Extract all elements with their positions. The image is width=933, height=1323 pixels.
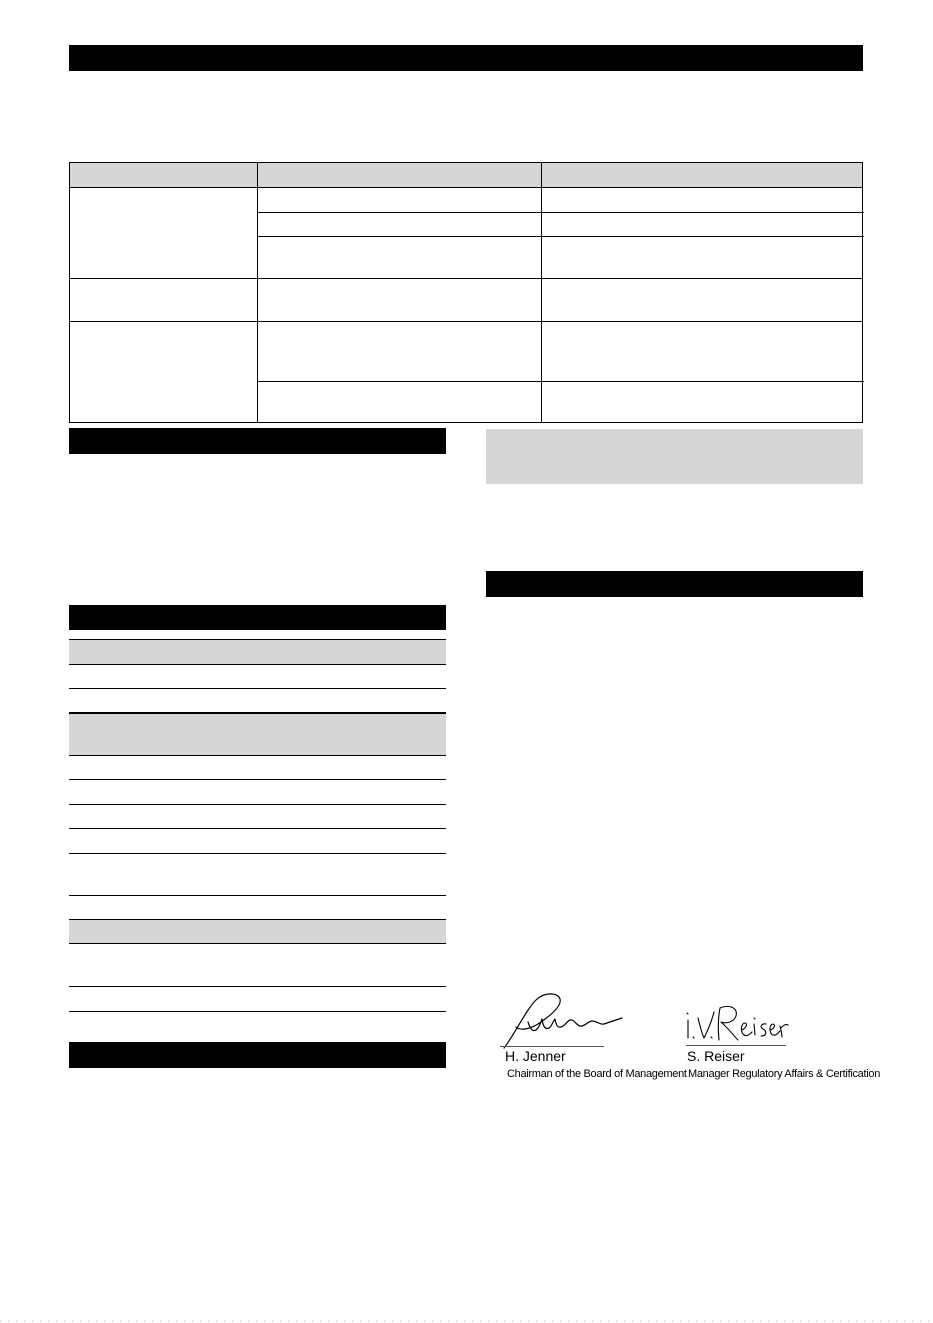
table-row-line: [257, 212, 864, 213]
table-row-line: [257, 381, 864, 382]
scan-edge-dots: [0, 1318, 933, 1323]
spec-row: [69, 665, 446, 689]
table-group-line: [70, 321, 862, 322]
table-group-line: [70, 278, 862, 279]
spec-row: [69, 896, 446, 920]
spec-row: [69, 805, 446, 829]
signatory-name-jenner: H. Jenner: [505, 1048, 566, 1064]
section-header-bar-left-3: [69, 1042, 446, 1068]
note-box: [486, 429, 863, 484]
signature-reiser: [684, 1000, 789, 1046]
table-row-line: [257, 236, 864, 237]
spec-row: [69, 756, 446, 780]
section-header-bar-right: [486, 571, 863, 597]
signatory-name-reiser: S. Reiser: [687, 1048, 745, 1064]
signature-line-reiser: [686, 1045, 786, 1046]
table-header-row: [70, 163, 862, 187]
spec-group-header: [69, 640, 446, 665]
signatory-title-jenner: Chairman of the Board of Management: [507, 1068, 687, 1080]
spec-row: [69, 944, 446, 987]
spec-row: [69, 987, 446, 1012]
signature-jenner: [500, 990, 625, 1052]
signatory-title-reiser: Manager Regulatory Affairs & Certification: [688, 1068, 881, 1080]
signature-line-jenner: [500, 1046, 604, 1047]
spec-row: [69, 689, 446, 713]
column-divider-1: [257, 163, 258, 422]
spec-group-header: [69, 713, 446, 756]
spec-row: [69, 829, 446, 854]
troubleshooting-table: [69, 162, 863, 423]
spec-group-header: [69, 920, 446, 944]
spec-row: [69, 854, 446, 896]
section-header-bar-left-1: [69, 428, 446, 454]
section-header-bar-top: [69, 45, 863, 71]
section-header-bar-left-2: [69, 605, 446, 630]
column-divider-2: [541, 163, 542, 422]
spec-row: [69, 780, 446, 805]
